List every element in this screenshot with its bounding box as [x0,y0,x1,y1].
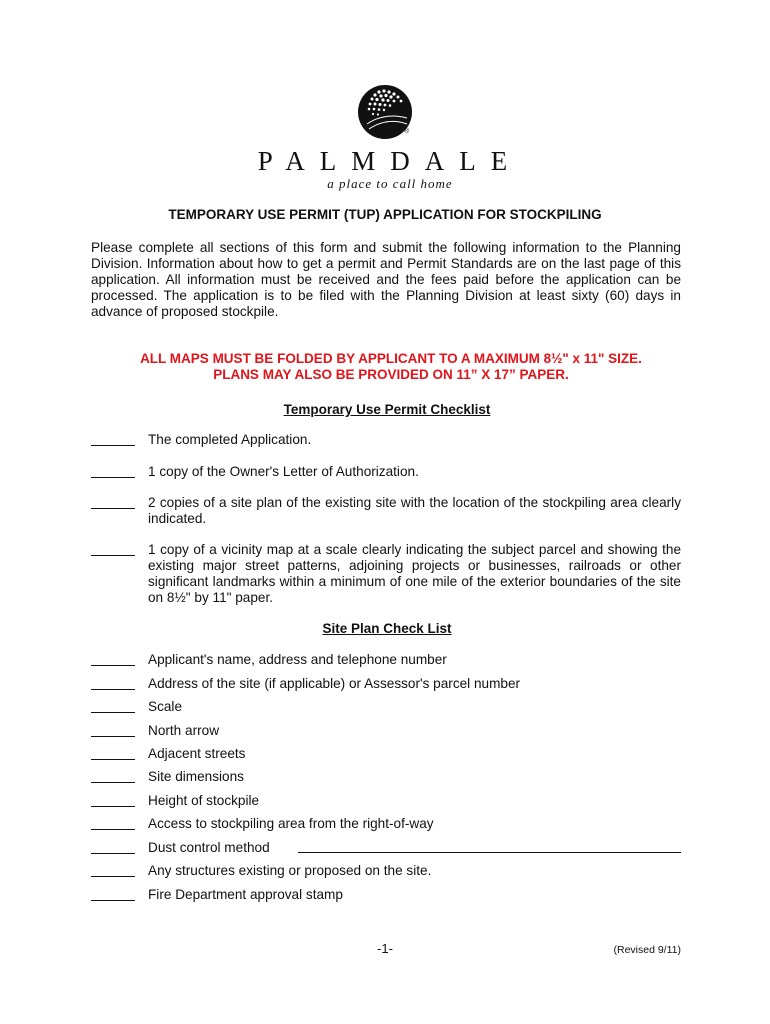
check-blank[interactable] [91,840,135,854]
site-plan-item: Applicant's name, address and telephone number [91,652,681,668]
notice-line-2: PLANS MAY ALSO BE PROVIDED ON 11” X 17” PAPER. [213,367,569,382]
site-plan-item: Fire Department approval stamp [91,887,681,903]
checklist-heading: Temporary Use Permit Checklist [283,402,491,417]
site-plan-item: Address of the site (if applicable) or Assessor's parcel number [91,676,681,692]
check-blank[interactable] [91,432,135,446]
check-blank[interactable] [91,769,135,783]
brand-name: PALMDALE [257,146,523,176]
brand-tagline: a place to call home [327,176,453,191]
site-plan-item: Dust control method [91,840,681,856]
check-blank[interactable] [91,699,135,713]
check-blank[interactable] [91,723,135,737]
page-number: -1- [377,941,393,956]
site-plan-item: Access to stockpiling area from the right-of-way [91,816,681,832]
checklist-item: 1 copy of a vicinity map at a scale clearly indicating the subject parcel and showing the existing major street patterns, adjoining projects or businesses, railroads or other significant landmarks within a minimum of one mile of the exterior boundaries of the site on 8½" by 11" paper. [91,542,681,606]
site-plan-item: Height of stockpile [91,793,681,809]
checklist-item: The completed Application. [91,432,681,448]
check-blank[interactable] [91,816,135,830]
check-blank[interactable] [91,542,135,556]
check-blank[interactable] [91,495,135,509]
notice-line-1: ALL MAPS MUST BE FOLDED BY APPLICANT TO A MAXIMUM 8½" x 11" SIZE. [140,351,642,366]
check-blank[interactable] [91,676,135,690]
dust-control-line[interactable] [298,852,681,853]
site-plan-item: Any structures existing or proposed on the site. [91,863,681,879]
revision-note: (Revised 9/11) [613,944,681,956]
check-blank[interactable] [91,652,135,666]
site-plan-item: North arrow [91,723,681,739]
checklist-item: 2 copies of a site plan of the existing site with the location of the stockpiling area clearly indicated. [91,495,681,527]
site-plan-item: Adjacent streets [91,746,681,762]
check-blank[interactable] [91,793,135,807]
registered-mark: ® [404,128,410,135]
site-plan-heading: Site Plan Check List [322,621,452,636]
check-blank[interactable] [91,746,135,760]
site-plan-item: Site dimensions [91,769,681,785]
check-blank[interactable] [91,863,135,877]
check-blank[interactable] [91,887,135,901]
check-blank[interactable] [91,464,135,478]
folding-notice [0,351,770,383]
site-plan-item: Scale [91,699,681,715]
intro-paragraph: Please complete all sections of this form and submit the following information to the Planning Division. Information about how to get a permit and Permit Standards are on the last page of this application. All information must be received and the fees paid before the application can be processed. The application is to be filed with the Planning Division at least sixty (60) days in advance of proposed stockpile. [91,240,681,319]
checklist-item: 1 copy of the Owner's Letter of Authorization. [91,464,681,480]
page-title: TEMPORARY USE PERMIT (TUP) APPLICATION FOR STOCKPILING [168,207,602,222]
